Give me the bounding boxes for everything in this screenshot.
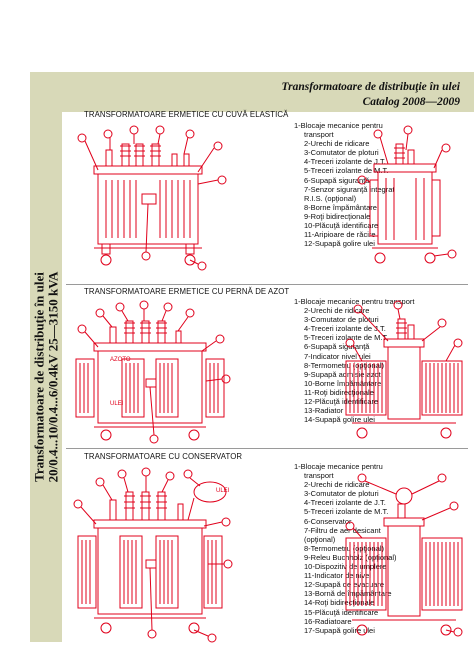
catalog-header — [160, 80, 460, 110]
legend-item: 6-Supapă siguranţă — [304, 175, 370, 185]
legend-item: 9-Supapă admisie azot — [304, 369, 381, 379]
section-title: TRANSFORMATOARE CU CONSERVATOR — [84, 452, 243, 461]
legend-item: 13-Bornă de împământare — [304, 589, 392, 599]
legend-item: (opţional) — [304, 534, 336, 544]
legend-item: 13-Radiator — [304, 406, 344, 416]
section-cuva-elastica — [66, 110, 468, 282]
legend-item: 8-Termometru (opţional) — [304, 360, 385, 370]
legend-item: 10-Borne împământare — [304, 378, 382, 388]
legend-item: 10-Plăcuţă identificare — [304, 221, 379, 231]
legend-item: 11-Aripioare de răcire — [304, 230, 376, 240]
side-title — [31, 112, 61, 642]
legend-item: 7-Filtru de aer desicant — [304, 525, 381, 535]
legend-item: 4-Treceri izolante de J.T. — [304, 498, 386, 508]
transformer-front-view-drawing — [72, 124, 228, 274]
legend-item: transport — [304, 130, 334, 140]
transformer-side-view-drawing — [342, 299, 466, 445]
transformer-side-view-drawing — [342, 466, 466, 642]
legend-item: 12-Supapă de evacuare — [304, 580, 385, 590]
legend-item: 4-Treceri izolante de J.T. — [304, 324, 386, 334]
transformer-front-view-drawing — [70, 464, 234, 644]
section-divider — [66, 284, 468, 285]
legend-item: 8-Borne împământare — [304, 202, 377, 212]
legend-item: 14-Supapă golire ulei — [304, 415, 375, 425]
legend-item: 6-Supapă siguranţă — [304, 342, 370, 352]
legend-item: 9-Roţi bidirecţionale — [304, 211, 371, 221]
legend-item: 9-Releu Buchholz (opţional) — [304, 552, 397, 562]
section-title: TRANSFORMATOARE ERMETICE CU CUVĂ ELASTICĂ — [84, 110, 289, 119]
nitrogen-label: AZOTO — [110, 357, 131, 363]
side-title-line1: Transformatoare de distribuţie în ulei — [31, 272, 46, 482]
legend-item: transport — [304, 471, 334, 481]
legend-item: 11-Indicator de nivel — [304, 571, 371, 581]
legend-item: 3-Comutator de ploturi — [304, 489, 379, 499]
legend-item: 4-Treceri izolante de J.T. — [304, 157, 386, 167]
section-conservator — [66, 452, 468, 648]
legend-item: 5-Treceri izolante de M.T. — [304, 333, 389, 343]
side-title-line2: 20/0.4...10/0.4...6/0.4kV 25—3150 kVA — [45, 271, 60, 483]
legend-item: 5-Treceri izolante de M.T. — [304, 507, 389, 517]
legend-item: 7-Senzor siguranţă integrat — [304, 184, 395, 194]
legend-item: 7-Indicator nivel ulei — [304, 351, 371, 361]
legend-item: 5-Treceri izolante de M.T. — [304, 166, 389, 176]
transformer-side-view-drawing — [348, 124, 464, 274]
section-perna-azot — [66, 287, 468, 447]
legend-item: 14-Roţi bidirecţionale — [304, 598, 375, 608]
conservator-oil-label: ULEI — [216, 488, 230, 494]
legend-item: 16-Radiatoare — [304, 616, 352, 626]
legend-item: 17-Supapă golire ulei — [304, 625, 375, 635]
legend-item: 2-Urechi de ridicare — [304, 306, 370, 316]
legend-item: 12-Supapă golire ulei — [304, 239, 375, 249]
legend-item: 6-Conservator — [304, 516, 352, 526]
legend-item: R.I.S. (opţional) — [304, 193, 357, 203]
legend-item: 15-Plăcuţă identificare — [304, 607, 379, 617]
legend-item: 3-Comutator de ploturi — [304, 315, 379, 325]
section-divider — [66, 448, 468, 449]
oil-label: ULEI — [110, 401, 124, 407]
legend-item: 2-Urechi de ridicare — [304, 139, 370, 149]
transformer-front-view-drawing — [70, 299, 232, 445]
header-title-line2: Catalog 2008—2009 — [362, 96, 460, 108]
legend-item: 8-Termometru (opţional) — [304, 543, 385, 553]
legend-item: 11-Roţi bidirecţionale — [304, 387, 374, 397]
legend-item: 12-Plăcuţă identificare — [304, 397, 379, 407]
legend-item: 1-Blocaje mecanice pentru — [294, 462, 383, 471]
legend-item: 1-Blocaje mecanice pentru transport — [294, 297, 415, 306]
legend-item: 2-Urechi de ridicare — [304, 480, 370, 490]
legend-item: 3-Comutator de ploturi — [304, 148, 379, 158]
header-title-line1: Transformatoare de distribuţie în ulei — [281, 81, 460, 93]
legend-item: 10-Dispozitiv de umplere — [304, 562, 387, 572]
section-title: TRANSFORMATOARE ERMETICE CU PERNĂ DE AZOT — [84, 287, 290, 296]
legend-item: 1-Blocaje mecanice pentru — [294, 121, 383, 130]
